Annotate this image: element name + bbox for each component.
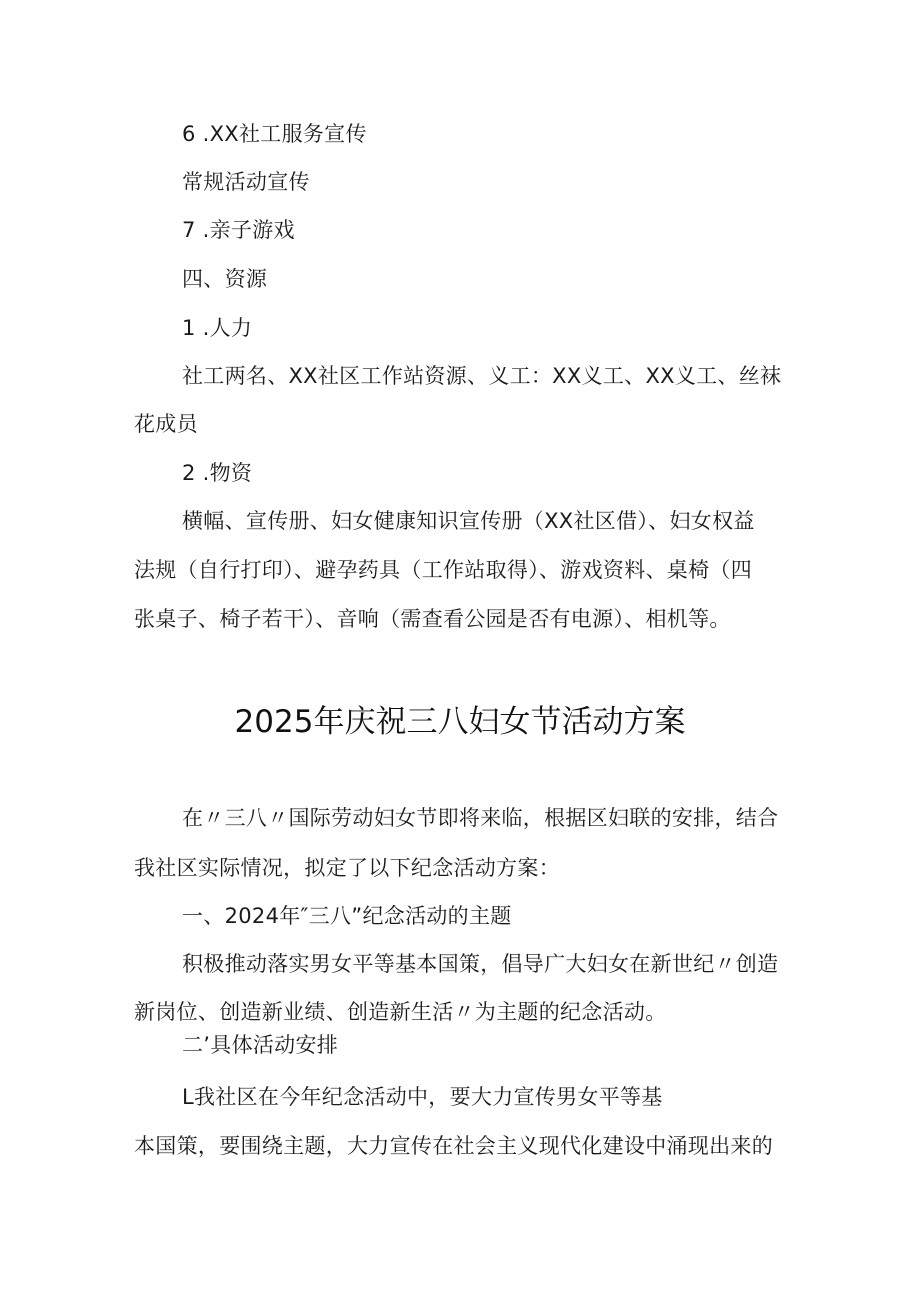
resource2-line2: 法规（自行打印）、避孕药具（工作站取得）、游戏资料、桌椅（四 [134, 558, 752, 582]
theme-line2: 新岗位、创造新业绩、创造新生活〃为主题的纪念活动。 [134, 1000, 667, 1024]
arrangement-line1: L我社区在今年纪念活动中，要大力宣传男女平等基 [182, 1085, 663, 1109]
resource2-title: 2 .物资 [182, 461, 253, 485]
resource1-line1: 社工两名、XX社区工作站资源、义工：XX义工、XX义工、丝袜 [182, 364, 782, 388]
heading-arrangement: 二’具体活动安排 [182, 1033, 339, 1057]
intro-line1: 在〃三八〃国际劳动妇女节即将来临，根据区妇联的安排，结合 [182, 806, 779, 830]
item6-title: 6 .XX社工服务宣传 [182, 122, 367, 146]
resource1-line2: 花成员 [134, 412, 198, 436]
arrangement-line2: 本国策，要围绕主题，大力宣传在社会主义现代化建设中涌现出来的 [134, 1134, 773, 1158]
item7-title: 7 .亲子游戏 [182, 218, 295, 242]
heading-theme: 一、2024年″三八”纪念活动的主题 [182, 904, 512, 928]
resource2-line1: 横幅、宣传册、妇女健康知识宣传册（XX社区借）、妇女权益 [182, 509, 755, 533]
intro-line2: 我社区实际情况，拟定了以下纪念活动方案： [134, 856, 560, 880]
heading-resources: 四、资源 [182, 267, 268, 291]
resource1-title: 1 .人力 [182, 316, 253, 340]
item6-body: 常规活动宣传 [182, 170, 310, 194]
theme-line1: 积极推动落实男女平等基本国策，倡导广大妇女在新世纪〃创造 [182, 952, 779, 976]
document-title: 2025年庆祝三八妇女节活动方案 [234, 704, 686, 740]
resource2-line3: 张桌子、椅子若干）、音响（需查看公园是否有电源）、相机等。 [134, 607, 731, 631]
